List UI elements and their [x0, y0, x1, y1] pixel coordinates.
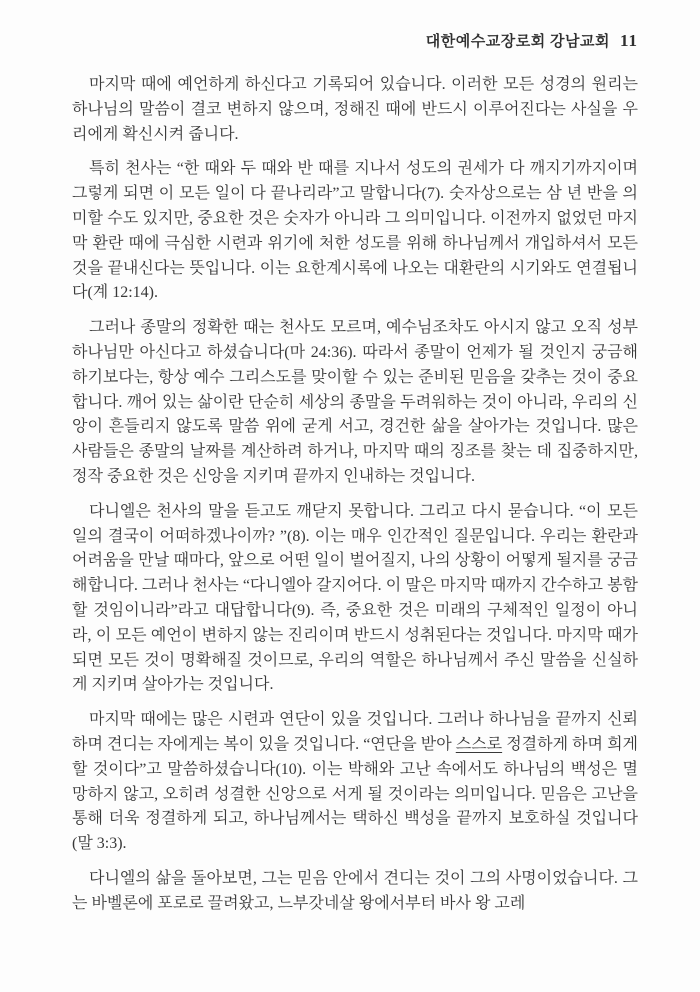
paragraph — [72, 157, 638, 306]
paragraph — [72, 867, 638, 917]
header-church-name: 대한예수교장로회 강남교회 — [425, 34, 610, 50]
paragraph — [72, 708, 638, 857]
paragraph-text: 다니엘은 천사의 말을 듣고도 깨닫지 못합니다. 그리고 다시 묻습니다. “이 모든 일의 결국이 어떠하겠나이까? ”(8). 이는 매우 인간적인 질문입니다. 우리는 환란과 어려움을 만날 때마다, 앞으로 어떤 일이 벌어질지, 나의 상황이 어떻게 될지를 궁금해합니다. 그러나 천사는 “다니엘아 갈지어다. 이 말은 마지막 때까지 간수하고 봉함할 것임이니라”라고 대답합니다(9). 즉, 중요한 것은 미래의 구체적인 일정이 아니라, 이 모든 예언이 변하지 않는 진리이며 반드시 성취된다는 것입니다. 마지막 때가 되면 모든 것이 명확해질 것이므로, 우리의 역할은 하나님께서 주신 말씀을 신실하게 지키며 살아가는 것입니다. — [72, 502, 638, 694]
paragraph — [72, 73, 638, 147]
paragraph-text: 정결하게 하며 희게 할 것이다”고 말씀하셨습니다(10). 이는 박해와 고난 속에서도 하나님의 백성은 멸망하지 않고, 오히려 성결한 신앙으로 서게 될 것이라는 의미입니다. 믿음은 고난을 통해 더욱 정결하게 되고, 하나님께서는 택하신 백성을 끝까지 보호하실 것입니다(말 3:3). — [72, 735, 638, 853]
paragraph-text: 다니엘의 삶을 돌아보면, 그는 믿음 안에서 견디는 것이 그의 사명이었습니다. 그는 바벨론에 포로로 끌려왔고, 느부갓네살 왕에서부터 바사 왕 고레 — [72, 869, 638, 912]
page-header — [72, 32, 638, 51]
body-text — [72, 73, 638, 917]
paragraph-text: 특히 천사는 “한 때와 두 때와 반 때를 지나서 성도의 권세가 다 깨지기까지이며 그렇게 되면 이 모든 일이 다 끝나리라”고 말합니다(7). 숫자상으로는 삼 년 반을 의미할 수도 있지만, 중요한 것은 숫자가 아니라 그 의미입니다. 이전까지 없었던 마지막 환란 때에 극심한 시련과 위기에 처한 성도를 위해 하나님께서 개입하셔서 모든 것을 끝내신다는 뜻입니다. 이는 요한계시록에 나오는 대환란의 시기와도 연결됩니다(계 12:14). — [72, 160, 638, 302]
page-number: 11 — [619, 31, 638, 50]
paragraph-text: 마지막 때에는 많은 시련과 연단이 있을 것입니다. 그러나 하나님을 끝까지 신뢰하며 견디는 자에게는 복이 있을 것입니다. “연단을 받아 — [72, 711, 638, 753]
paragraph — [72, 316, 638, 490]
paragraph-text: 마지막 때에 예언하게 하신다고 기록되어 있습니다. 이러한 모든 성경의 원리는 하나님의 말씀이 결코 변하지 않으며, 정해진 때에 반드시 이루어진다는 사실을 우리에게 확신시켜 줍니다. — [72, 76, 638, 143]
paragraph — [72, 500, 638, 698]
paragraph-text: 그러나 종말의 정확한 때는 천사도 모르며, 예수님조차도 아시지 않고 오직 성부 하나님만 아신다고 하셨습니다(마 24:36). 따라서 종말이 언제가 될 것인지 궁금해하기보다는, 항상 예수 그리스도를 맞이할 수 있는 준비된 믿음을 갖추는 것이 중요합니다. 깨어 있는 삶이란 단순히 세상의 종말을 두려워하는 것이 아니라, 우리의 신앙이 흔들리지 않도록 말씀 위에 굳게 서고, 경건한 삶을 살아가는 것입니다. 많은 사람들은 종말의 날짜를 계산하려 하거나, 마지막 때의 징조를 찾는 데 집중하지만, 정작 중요한 것은 신앙을 지키며 끝까지 인내하는 것입니다. — [72, 319, 638, 485]
underlined-text: 스스로 — [455, 735, 503, 753]
